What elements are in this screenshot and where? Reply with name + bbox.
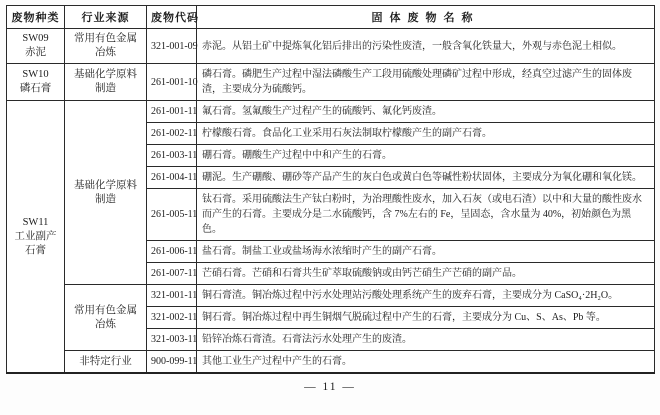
industry-cell: 非特定行业: [65, 351, 147, 374]
category-cell-sw11: [7, 101, 65, 374]
table-header-row: [7, 6, 655, 29]
code-cell: 321-001-09: [147, 29, 197, 64]
table-row: [7, 29, 655, 64]
industry-cell: 基础化学原料制造: [65, 64, 147, 101]
description-cell: 其他工业生产过程中产生的石膏。: [197, 351, 655, 374]
header-waste-category: 废物种类: [7, 6, 65, 29]
code-cell: 321-003-11: [147, 329, 197, 351]
code-cell: 261-001-11: [147, 101, 197, 123]
description-cell: 盐石膏。制盐工业或盐场海水浓缩时产生的副产石膏。: [197, 241, 655, 263]
code-cell: 261-001-10: [147, 64, 197, 101]
description-cell: 赤泥。从铝土矿中提炼氧化铝后排出的污染性废渣，一般含氧化铁量大，外观与赤色泥土相似。: [197, 29, 655, 64]
category-cell-sw10: [7, 64, 65, 101]
table-row: [7, 101, 655, 123]
category-cell-sw09: [7, 29, 65, 64]
code-cell: 261-003-11: [147, 145, 197, 167]
category-name: 磷石膏: [19, 83, 52, 94]
table-row: [7, 351, 655, 374]
waste-classification-table: [6, 5, 655, 374]
page-number: — 11 —: [304, 381, 356, 393]
category-name: 赤泥: [25, 47, 46, 58]
description-cell: 钛石膏。采用硫酸法生产钛白粉时，为治理酸性废水，加入石灰（或电石渣）以中和大量的酸性废水而产生的石膏。主要成分是二水硫酸钙，含 7%左右的 Fe，呈固态，含水量为 40%，初始颜色为黑色。: [197, 189, 655, 241]
code-cell: 261-006-11: [147, 241, 197, 263]
category-id: SW10: [22, 69, 49, 80]
table-row: [7, 64, 655, 101]
header-waste-code: 废物代码: [147, 6, 197, 29]
category-id: SW11: [22, 216, 49, 228]
code-cell: 261-007-11: [147, 263, 197, 285]
code-cell: 321-001-11: [147, 285, 197, 307]
description-cell: 磷石膏。磷肥生产过程中湿法磷酸生产工段用硫酸处理磷矿过程中形成，经真空过滤产生的固体废渣，主要成分为硫酸钙。: [197, 64, 655, 101]
description-cell: 铅锌冶炼石膏渣。石膏法污水处理产生的废渣。: [197, 329, 655, 351]
industry-cell: 基础化学原料制造: [65, 101, 147, 285]
code-cell: 261-004-11: [147, 167, 197, 189]
header-waste-name: 固体废物名称: [197, 6, 655, 29]
industry-cell: 常用有色金属冶炼: [65, 285, 147, 351]
description-cell: 铜石膏渣。铜冶炼过程中污水处理站污酸处理系统产生的废弃石膏，主要成分为 CaSO₄·2H₂O。: [197, 285, 655, 307]
code-cell: 321-002-11: [147, 307, 197, 329]
code-cell: 261-002-11: [147, 123, 197, 145]
description-cell: 氟石膏。氢氟酸生产过程产生的硫酸钙、氟化钙废渣。: [197, 101, 655, 123]
description-cell: 硼泥。生产硼酸、硼砂等产品产生的灰白色或黄白色等碱性粉状固体，主要成分为氧化硼和氧化镁。: [197, 167, 655, 189]
industry-cell: 常用有色金属冶炼: [65, 29, 147, 64]
description-cell: 铜石膏。铜冶炼过程中再生铜烟气脱硫过程中产生的石膏，主要成分为 Cu、S、As、Pb 等。: [197, 307, 655, 329]
description-cell: 柠檬酸石膏。食品化工业采用石灰法制取柠檬酸产生的副产石膏。: [197, 123, 655, 145]
code-cell: 261-005-11: [147, 189, 197, 241]
code-cell: 900-099-11: [147, 351, 197, 374]
header-industry-source: 行业来源: [65, 6, 147, 29]
table-row: [7, 285, 655, 307]
description-cell: 芒硝石膏。芒硝和石膏共生矿萃取硫酸钠或由钙芒硝生产芒硝的副产品。: [197, 263, 655, 285]
description-cell: 硼石膏。硼酸生产过程中中和产生的石膏。: [197, 145, 655, 167]
category-name: 工业副产石膏: [14, 230, 57, 256]
category-id: SW09: [22, 33, 49, 44]
